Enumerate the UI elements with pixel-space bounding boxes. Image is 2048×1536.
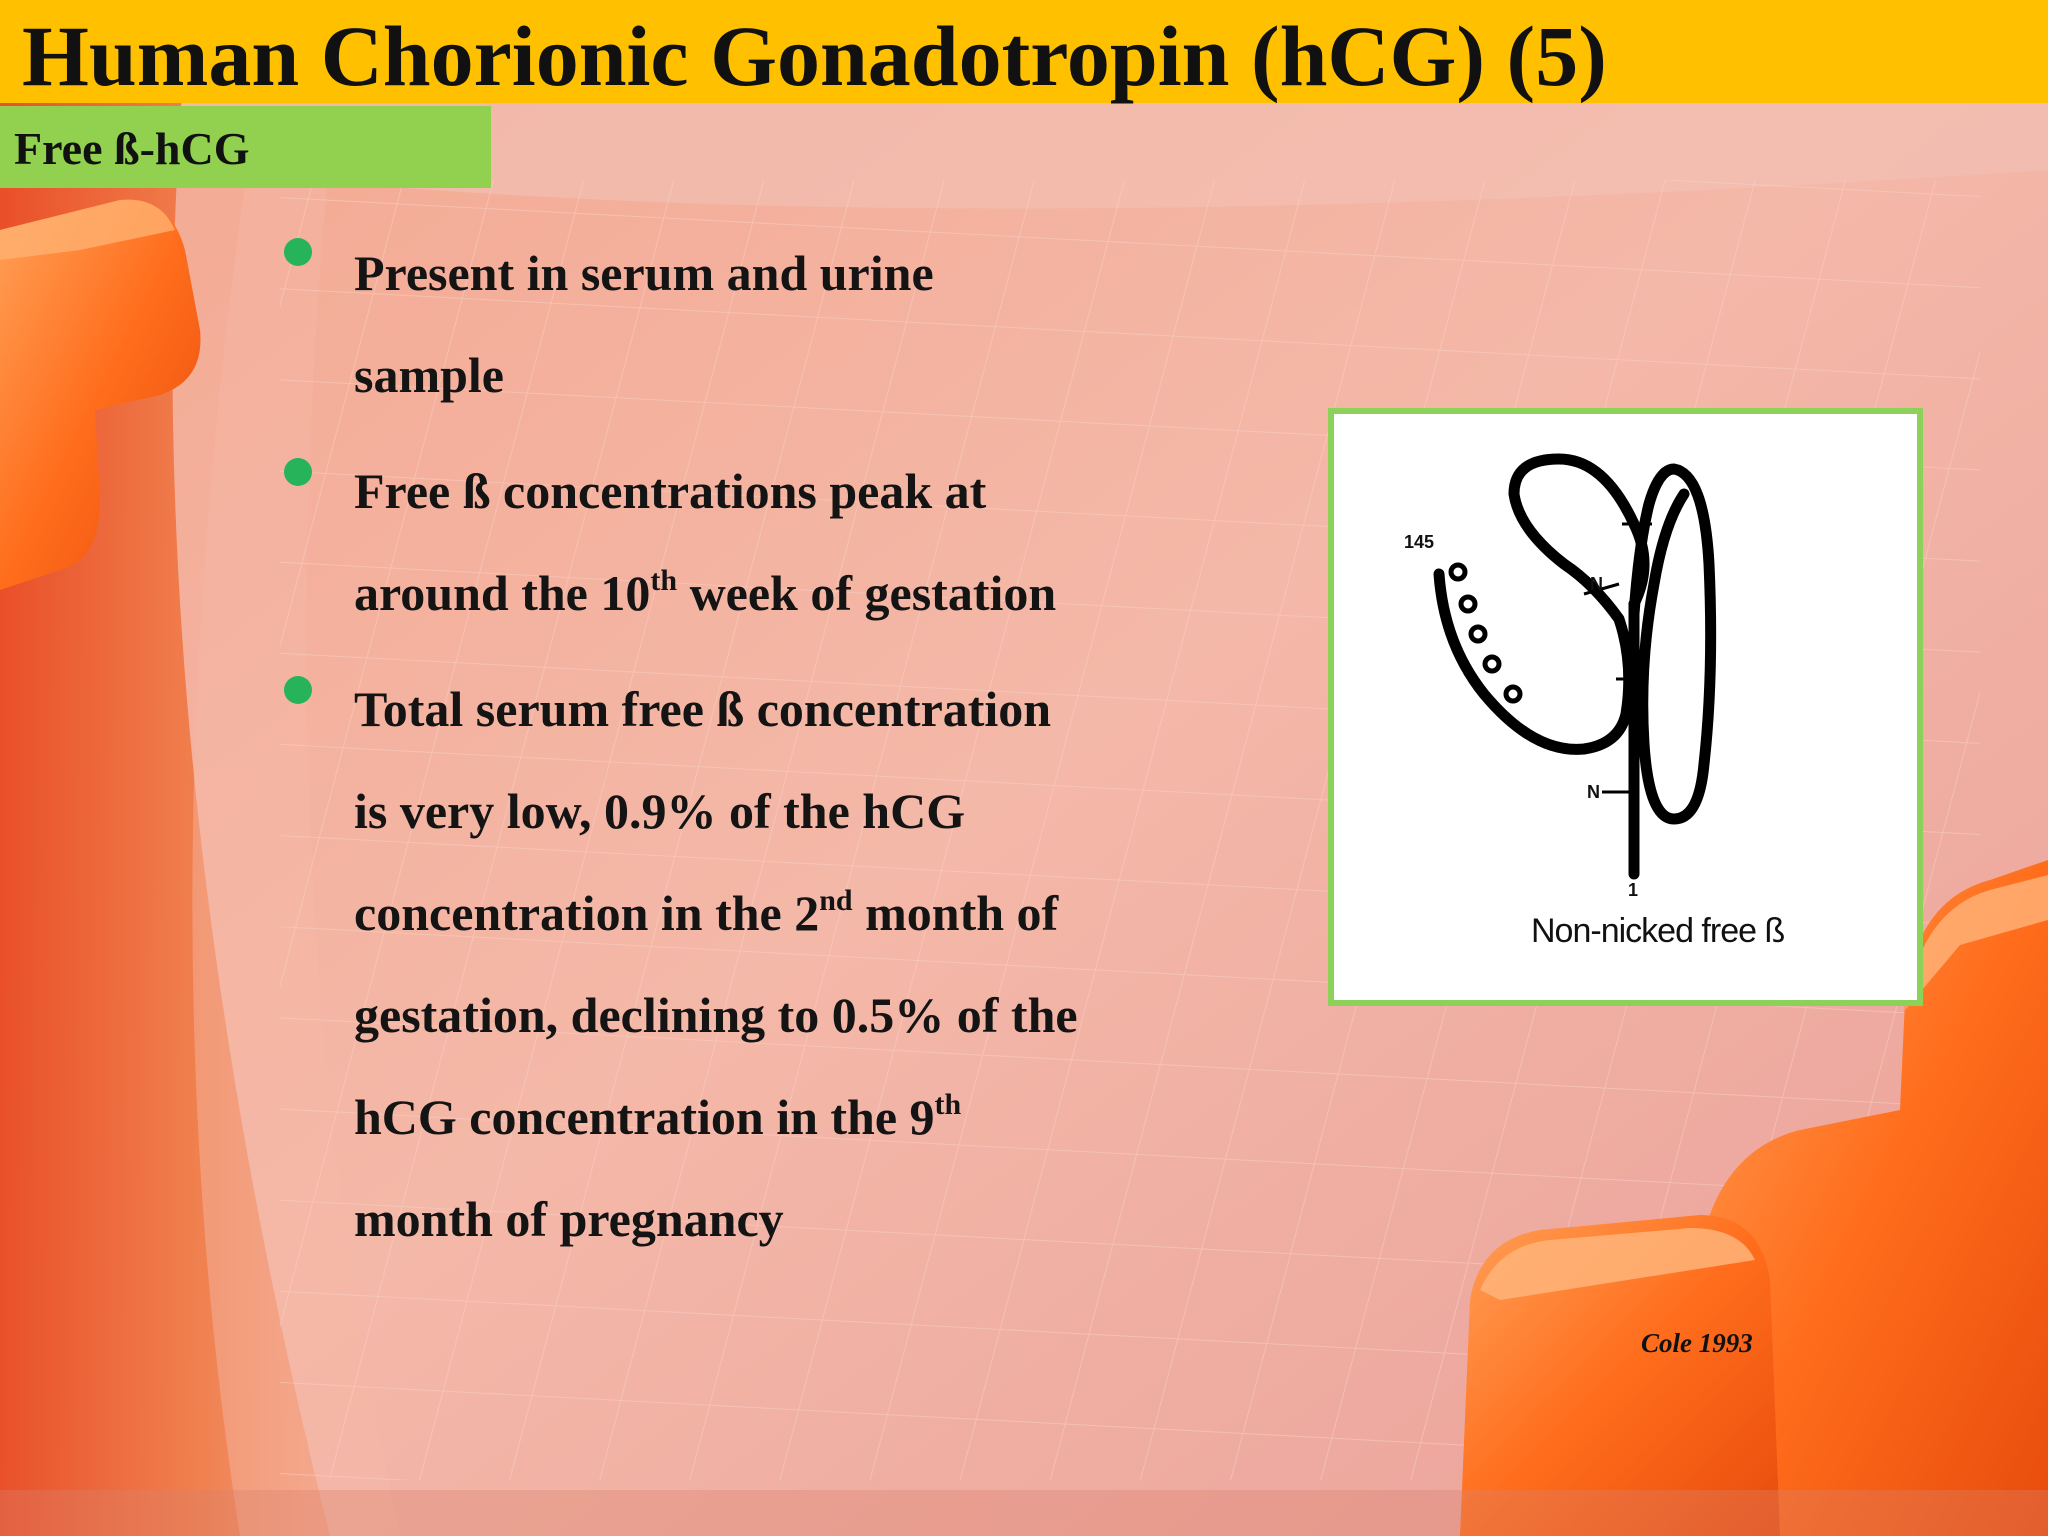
bullet-item [354, 658, 1214, 1270]
bullet-line: month of pregnancy [354, 1191, 784, 1247]
bullet-line: sample [354, 347, 504, 403]
circle-bullet-icon [284, 676, 312, 704]
superscript: th [650, 564, 678, 597]
figure-box [1328, 408, 1923, 1006]
bullet-line: gestation, declining to 0.5% of the [354, 987, 1078, 1043]
superscript: nd [819, 884, 853, 917]
subtitle-box [0, 106, 491, 188]
bullet-item [354, 440, 1214, 644]
figure-label-145: 145 [1404, 532, 1435, 552]
circle-bullet-icon [284, 238, 312, 266]
figure-label-n1: N [1590, 574, 1603, 594]
superscript: th [934, 1088, 962, 1121]
figure-label-1: 1 [1628, 880, 1639, 900]
circle-bullet-icon [284, 458, 312, 486]
figure-label-n2: N [1587, 782, 1600, 802]
slide-title: Human Chorionic Gonadotropin (hCG) (5) [22, 8, 1607, 104]
bullet-line: concentration in the 2nd month of [354, 884, 1059, 941]
bullet-line: is very low, 0.9% of the hCG [354, 783, 966, 839]
bullet-line: hCG concentration in the 9th [354, 1088, 962, 1145]
slide-subtitle: Free ß-hCG [14, 123, 250, 174]
bullet-line: Total serum free ß concentration [354, 681, 1052, 737]
title-bar [0, 0, 2048, 103]
bullet-line: around the 10th week of gestation [354, 564, 1057, 621]
bullet-item [354, 222, 1214, 426]
bullet-line: Present in serum and urine [354, 245, 934, 301]
citation: Cole 1993 [1641, 1328, 1753, 1358]
figure-caption: Non-nicked free ß [1531, 912, 1785, 950]
bullet-line: Free ß concentrations peak at [354, 463, 987, 519]
